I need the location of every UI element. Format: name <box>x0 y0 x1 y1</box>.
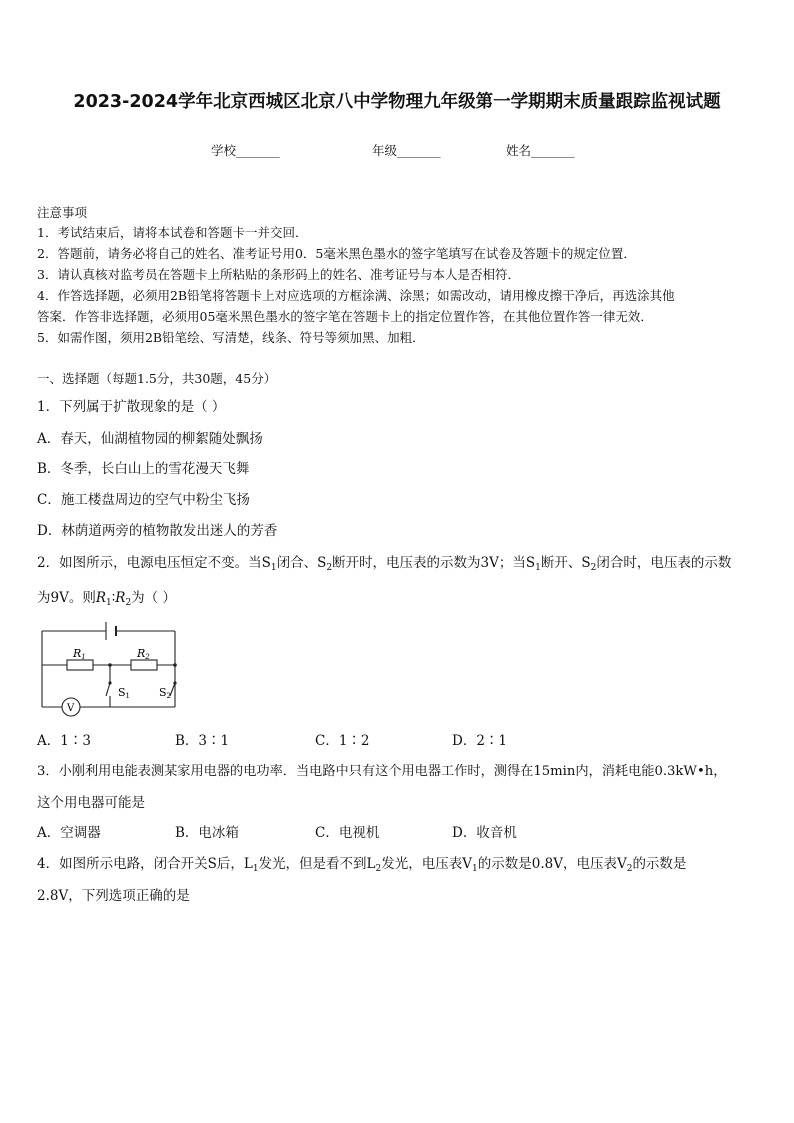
note-item-2: 2．答题前，请务必将自己的姓名、准考证号用0．5毫米黑色墨水的签字笔填写在试卷及答题卡的规定位置． <box>37 246 636 261</box>
q2-sub: 2 <box>326 563 333 573</box>
q4-text-b: 发光，但是看不到L <box>258 856 376 872</box>
q2-sub: 2 <box>590 563 597 573</box>
q3-option-d: D．收音机 <box>452 825 517 841</box>
switch-s1-blade <box>106 683 110 696</box>
r1-label: R1 <box>73 647 86 661</box>
q2-circuit-diagram <box>36 616 182 720</box>
note-item-3: 3．请认真核对监考员在答题卡上所粘贴的条形码上的姓名、准考证号与本人是否相符． <box>37 267 520 282</box>
q4-stem-line2: 2.8V，下列选项正确的是 <box>37 888 190 904</box>
resistor-r2 <box>131 660 157 670</box>
name-field: 姓名_______ <box>506 143 575 158</box>
q2-stem-line1 <box>37 551 731 573</box>
q4-text-a: 4．如图所示电路，闭合开关S后，L <box>37 856 253 872</box>
q2-option-c: C．1∶2 <box>315 733 370 749</box>
q2-text-f: 为9V。则 <box>37 590 96 606</box>
q2-text-b: 闭合、S <box>276 555 327 571</box>
note-item-5: 5．如需作图，须用2B铅笔绘、写清楚，线条、符号等须加黑、加粗． <box>37 330 425 345</box>
q4-text-d: 的示数是0.8V，电压表V <box>477 856 627 872</box>
q2-text-e: 闭合时，电压表的示数 <box>596 555 732 571</box>
q2-sub: 1 <box>270 563 277 573</box>
q4-text-c: 发光，电压表V <box>381 856 472 872</box>
q2-colon: ∶ <box>111 590 116 606</box>
exam-title: 2023-2024学年北京西城区北京八中学物理九年级第一学期期末质量跟踪监视试题 <box>73 92 721 112</box>
q2-r-symbol: R <box>95 590 107 606</box>
voltmeter-label: V <box>67 703 75 714</box>
section-heading: 一、选择题（每题1.5分，共30题，45分） <box>37 371 277 386</box>
q2-text-d: 断开、S <box>540 555 591 571</box>
q4-text-e: 的示数是 <box>632 856 687 872</box>
note-item-4: 4．作答选择题，必须用2B铅笔将答题卡上对应选项的方框涂满、涂黑；如需改动，请用橡皮擦干净后，再选涂其他 <box>37 288 675 303</box>
q4-sub: 1 <box>252 864 259 874</box>
q4-stem-line1 <box>37 852 686 874</box>
q2-r-symbol: R <box>115 590 126 606</box>
q2-sub: 2 <box>125 598 132 608</box>
q2-text-c: 断开时，电压表的示数为3V；当S <box>332 555 536 571</box>
r2-label: R2 <box>137 647 150 661</box>
notes-heading: 注意事项 <box>37 205 88 220</box>
q2-sub: 1 <box>106 598 112 608</box>
q2-text-a: 2．如图所示，电源电压恒定不变。当S <box>37 555 271 571</box>
q3-option-b: B．电冰箱 <box>175 825 239 841</box>
note-item-1: 1．考试结束后，请将本试卷和答题卡一并交回． <box>37 225 308 240</box>
grade-field: 年级_______ <box>372 143 441 158</box>
q2-option-a: A．1∶3 <box>37 733 91 749</box>
q1-option-b: B．冬季，长白山上的雪花漫天飞舞 <box>37 461 250 477</box>
q4-sub: 2 <box>626 864 633 874</box>
q2-sub: 1 <box>535 563 541 573</box>
s1-label: S1 <box>118 686 131 700</box>
q1-option-a: A．春天，仙湖植物园的柳絮随处飘扬 <box>37 431 263 447</box>
q2-option-b: B．3∶1 <box>175 733 230 749</box>
q3-stem-line2: 这个用电器可能是 <box>37 795 145 811</box>
q1-option-c: C．施工楼盘周边的空气中粉尘飞扬 <box>37 492 250 508</box>
q3-stem-line1: 3．小刚利用电能表测某家用电器的电功率．当电路中只有这个用电器工作时，测得在15min内，消耗电能0.3kW•h， <box>37 764 727 779</box>
q2-text-g: 为（ ） <box>131 590 176 606</box>
note-item-4-cont: 答案．作答非选择题，必须用05毫米黑色墨水的签字笔在答题卡上的指定位置作答，在其他位置作答一律无效． <box>37 309 653 324</box>
q2-option-d: D．2∶1 <box>452 733 508 749</box>
q1-option-d: D．林荫道两旁的植物散发出迷人的芳香 <box>37 523 278 539</box>
q4-sub: 2 <box>375 864 382 874</box>
q1-stem: 1．下列属于扩散现象的是（ ） <box>37 399 226 415</box>
q3-option-a: A．空调器 <box>37 825 101 841</box>
school-field: 学校_______ <box>211 143 280 158</box>
q2-stem-line2 <box>37 586 176 608</box>
q4-sub: 1 <box>472 864 478 874</box>
resistor-r1 <box>67 660 93 670</box>
s2-label: S2 <box>159 686 172 700</box>
q3-option-c: C．电视机 <box>315 825 380 841</box>
